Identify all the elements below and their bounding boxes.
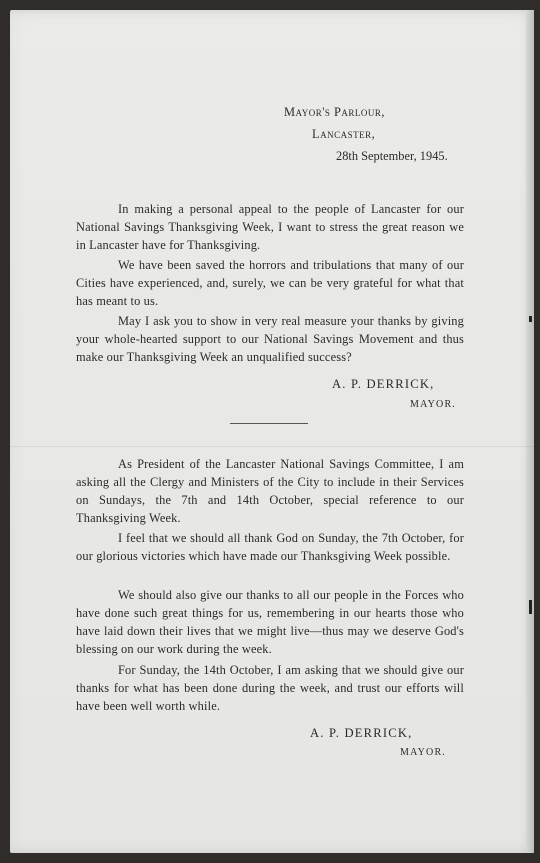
binding-mark [529,600,532,614]
letter1-paragraph-3: May I ask you to show in very real measure your thanks by giving your whole-hearted support to our National Savings Movement and thus make our Thanksgiving Week an unqualified success? [76,314,464,364]
header-place: Mayor's Parlour, [284,105,386,119]
letter2-paragraph-2: I feel that we should all thank God on Sunday, the 7th October, for our glorious victories which have made our Thanksgiving Week possible. [76,531,464,563]
letter2-paragraph-1: As President of the Lancaster National Savings Committee, I am asking all the Clergy and Ministers of the City to include in their Services on Sundays, the 7th and 14th October, special reference to our Thanksgiving Week. [76,457,464,525]
letter1-signature-name: A. P. DERRICK, [332,377,435,391]
document-page [10,10,534,853]
page-spine [526,10,534,853]
binding-mark [529,316,532,322]
letter1-signature-title: MAYOR. [410,399,457,410]
letter1-paragraph-1: In making a personal appeal to the people of Lancaster for our National Savings Thanksgiving Week, I want to stress the great reason we in Lancaster have for Thanksgiving. [76,202,464,252]
letter2-signature-name: A. P. DERRICK, [310,726,413,740]
letter2-paragraph-3: We should also give our thanks to all our people in the Forces who have done such great things for us, remembering in our hearts those who have laid down their lives that we might live—thus may we deserve God's blessing on our work during the week. [76,588,464,656]
header-city: Lancaster, [312,127,376,141]
fold-line [10,446,534,447]
letter2-signature-title: MAYOR. [400,747,447,758]
letter2-paragraph-4: For Sunday, the 14th October, I am asking that we should give our thanks for what has been done during the week, and trust our efforts will have been well worth while. [76,663,464,713]
header-date: 28th September, 1945. [336,149,448,163]
section-divider [230,423,308,424]
letter1-paragraph-2: We have been saved the horrors and tribulations that many of our Cities have experienced, and, surely, we can be very grateful for what that has meant to us. [76,258,464,308]
